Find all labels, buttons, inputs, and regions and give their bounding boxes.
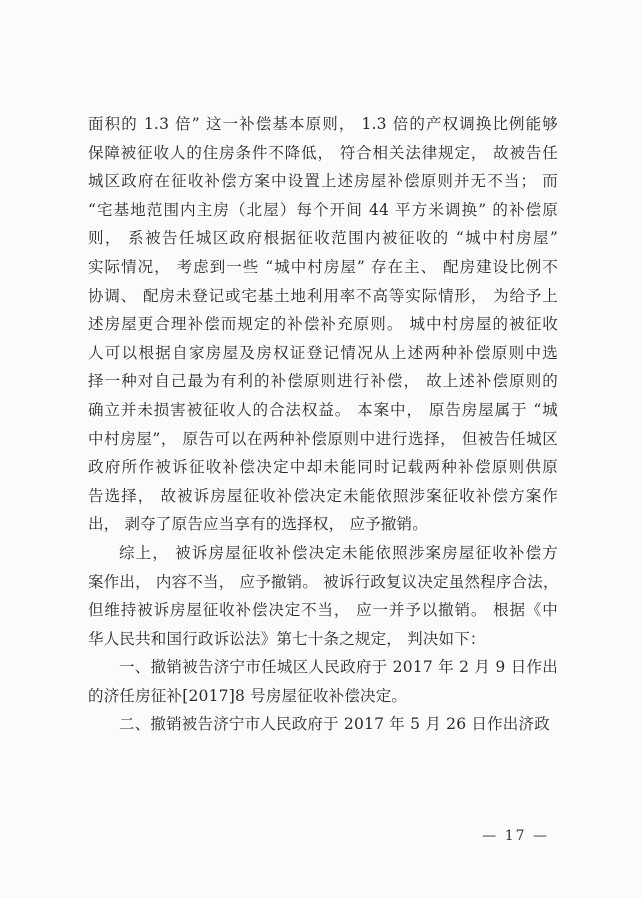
text-line: 二、撤销被告济宁市人民政府于 2017 年 5 月 26 日作出济政 [119,715,550,734]
text-line: 则， 系被告任城区政府根据征收范围内被征收的 “城中村房屋” [88,229,558,248]
body-text [88,110,558,739]
text-line: 保障被征收人的住房条件不降低， 符合相关法律规定， 故被告任 [88,143,558,162]
text-line: 人可以根据自家房屋及房权证登记情况从上述两种补偿原则中选 [88,343,558,362]
text-line: 案作出， 内容不当， 应予撤销。 被诉行政复议决定虽然程序合法， [88,572,559,591]
text-line: 华人民共和国行政诉讼法》第七十条之规定， 判决如下： [88,629,486,648]
text-line: 的济任房征补[2017]8 号房屋征收补偿决定。 [88,686,408,705]
text-line: 确立并未损害被征收人的合法权益。 本案中， 原告房屋属于 “城 [88,400,558,419]
text-line: 一、撤销被告济宁市任城区人民政府于 2017 年 2 月 9 日作出 [119,658,558,677]
text-line: 综上， 被诉房屋征收补偿决定未能依照涉案房屋征收补偿方 [119,543,558,562]
text-line: 出， 剥夺了原告应当享有的选择权， 应予撤销。 [88,515,428,534]
text-line: 政府所作被诉征收补偿决定中却未能同时记载两种补偿原则供原 [88,458,558,477]
paragraph [88,110,558,539]
paragraph [88,653,558,710]
text-line: 中村房屋”， 原告可以在两种补偿原则中进行选择， 但被告任城区 [88,429,558,448]
text-line: 但维持被诉房屋征收补偿决定不当， 应一并予以撤销。 根据《中 [88,601,558,620]
text-line: 述房屋更合理补偿而规定的补偿补充原则。 城中村房屋的被征收 [88,315,558,334]
text-line: 面积的 1.3 倍” 这一补偿基本原则， 1.3 倍的产权调换比例能够 [88,115,558,133]
text-line: 实际情况， 考虑到一些 “城中村房屋” 存在主、 配房建设比例不 [88,257,558,276]
paragraph [88,710,558,739]
text-line: 告选择， 故被诉房屋征收补偿决定未能依照涉案征收补偿方案作 [88,486,558,505]
page-number: — 17 — [482,828,549,844]
text-line: 城区政府在征收补偿方案中设置上述房屋补偿原则并无不当； 而 [88,172,558,191]
paragraph [88,539,558,653]
text-line: 协调、 配房未登记或宅基土地利用率不高等实际情形， 为给予上 [88,286,558,305]
text-line: “宅基地范围内主房（北屋）每个开间 44 平方米调换” 的补偿原 [88,200,558,219]
text-line: 择一种对自己最为有利的补偿原则进行补偿， 故上述补偿原则的 [88,372,558,391]
